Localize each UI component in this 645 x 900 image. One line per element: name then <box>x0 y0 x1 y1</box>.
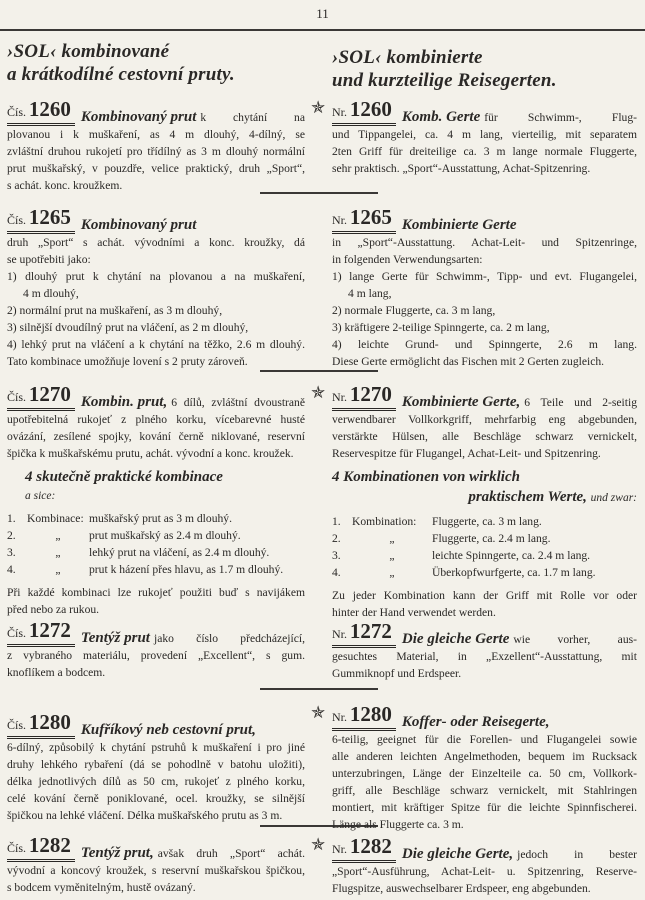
item-title: Die gleiche Gerte, <box>401 846 514 862</box>
combination-label: Kombinace: <box>27 512 84 525</box>
item-header <box>332 704 637 731</box>
combination-row <box>332 564 637 581</box>
item-text-line: Länge als Fluggerte ca. 3 m. <box>332 818 464 831</box>
item-lead-text: avšak druh „Sport“ achát. <box>157 847 305 860</box>
item-text-line: zvláštní druhou rukojetí pro třídílný as 3 m dlouhý normální <box>7 145 305 158</box>
right-title <box>332 46 637 92</box>
combination-label: „ <box>389 532 395 545</box>
item-text-line: 4) leichte Grund- und Spinngerte, 2.6 m lang. <box>332 338 637 351</box>
combination-row <box>332 530 637 547</box>
item-lead-text: jedoch in bester <box>517 848 637 861</box>
item-title: Kombinovaný prut <box>80 217 197 233</box>
combination-text: lehký prut na vláčení, as 2.4 m dlouhý. <box>89 546 270 559</box>
item-text-line: 3) silnější dvoudílný prut na vláčení, as 2 m dlouhý, <box>7 321 249 334</box>
combination-row <box>332 513 637 530</box>
item-text-line: Gummiknopf und Erdspeer. <box>332 667 462 680</box>
combination-text: leichte Spinngerte, ca. 2.4 m lang. <box>432 549 591 562</box>
item-text-line: alle anderen leichten Angelmethoden, bequem im Rucksack <box>332 750 637 763</box>
item-lead-text: 6 Teile und 2-seitig <box>524 396 637 409</box>
item-header <box>332 836 637 863</box>
combination-label: „ <box>55 529 61 542</box>
item-header <box>7 384 305 411</box>
item-number-value: 1280 <box>349 702 392 726</box>
combination-label: „ <box>55 546 61 559</box>
item-header <box>7 207 305 234</box>
combination-row <box>7 527 305 544</box>
item-number-prefix: Čís. <box>7 105 27 119</box>
item-lead-text: k chytání na <box>200 111 305 124</box>
item-text-line: verwendbarer Vollkorkgriff, mehrfarbig eng abgebunden, <box>332 413 637 426</box>
combination-note-line: Při každé kombinaci lze rukojeť použiti buď s navijákem <box>7 586 305 599</box>
item-header <box>7 712 305 739</box>
combination-row <box>332 547 637 564</box>
combination-label: „ <box>389 549 395 562</box>
item-number <box>332 99 396 126</box>
item-text-line: druhy lehkého rybaření (dá se pohodlně v batohu uložiti), <box>7 758 305 771</box>
item-header <box>7 835 305 862</box>
item-text-line: druh „Sport“ s achát. vývodními a konc. kroužky, dá <box>7 236 305 249</box>
combinations-sub: a sice: <box>25 490 56 502</box>
combinations-right <box>332 467 637 621</box>
combination-index: 2. <box>332 532 341 545</box>
item-text-line: Tato kombinace umožňuje lovení s 2 pruty zároveň. <box>7 355 248 368</box>
item-text-line: 4) lehký prut na vláčení a k chytání na těžko, 2.6 m dlouhý. <box>7 338 305 351</box>
item-number-value: 1280 <box>28 710 71 734</box>
combinations-sub: und zwar: <box>590 492 637 504</box>
combination-label: „ <box>389 566 395 579</box>
item-text-line: 4 m lang, <box>348 287 392 300</box>
item-text-line: s bodcem vyměnitelným, hustě ovázaný. <box>7 881 196 894</box>
combination-row <box>7 544 305 561</box>
item-title: Kombinovaný prut <box>80 109 197 125</box>
item-number-value: 1265 <box>28 205 71 229</box>
catalog-item <box>7 620 305 712</box>
item-text-line: Diese Gerte ermöglicht das Fischen mit 2 Gerten zugleich. <box>332 355 605 368</box>
item-text-line: sehr praktisch. „Sport“-Ausstattung, Achat-Spitzenring. <box>332 162 591 175</box>
item-number <box>7 835 75 862</box>
item-number <box>7 620 75 647</box>
catalog-item <box>7 384 305 467</box>
catalog-item <box>7 207 305 384</box>
item-text-line: 4 m dlouhý, <box>23 287 79 300</box>
catalog-item <box>311 382 637 467</box>
combination-index: 4. <box>332 566 341 579</box>
item-number-value: 1282 <box>349 834 392 858</box>
combination-index: 4. <box>7 563 16 576</box>
item-number-prefix: Nr. <box>332 105 347 119</box>
item-text-line: špička k muškařskému prutu, achát. vývodní a konc. kroužek. <box>7 447 294 460</box>
item-title: Koffer- oder Reisegerte, <box>401 714 550 730</box>
catalog-item <box>311 702 637 836</box>
left-title-line: ›SOL‹ kombinované <box>7 41 170 62</box>
combination-text: prut muškařský as 2.4 m dlouhý. <box>89 529 241 542</box>
item-text-line: ovázání, zesílené spojky, kování černě niklované, reservní <box>7 430 305 443</box>
item-text-line: prut muškařský, v pouzdře, velice praktický, druh „Sport“, <box>7 162 305 175</box>
combination-note-line: hinter der Hand verwendet werden. <box>332 606 496 619</box>
item-lead-text: jako číslo předcházející, <box>153 632 305 645</box>
item-text-line: upotřebitelná rukojeť z plného korku, vícebarevné husté <box>7 413 305 426</box>
catalog-item <box>7 835 305 896</box>
star-icon: ✯ <box>311 835 326 854</box>
item-header <box>332 621 637 648</box>
right-title-line: ›SOL‹ kombinierte <box>332 47 483 68</box>
item-number <box>7 384 75 411</box>
item-number-prefix: Čís. <box>7 213 27 227</box>
combination-index: 3. <box>332 549 341 562</box>
item-number-prefix: Nr. <box>332 710 347 724</box>
item-text-line: 1) lange Gerte für Schwimm-, Tipp- und evt. Flugangelei, <box>332 270 637 283</box>
item-number-prefix: Čís. <box>7 390 27 404</box>
item-text-line: verstärkte Hülsen, alle Beschläge schwarz vernickelt, <box>332 430 637 443</box>
combination-index: 1. <box>332 515 341 528</box>
item-number-value: 1272 <box>349 619 392 643</box>
item-header <box>332 207 637 234</box>
item-number <box>332 621 396 648</box>
item-text-line: „Sport“-Ausführung, Achat-Leit- u. Spitzenring, Reserve- <box>332 865 637 878</box>
item-text-line: 2ten Griff für dreiteilige ca. 3 m lange normale Fluggerte, <box>332 145 637 158</box>
catalog-item <box>332 621 637 704</box>
item-number-value: 1270 <box>349 382 392 406</box>
item-text-line: plovanou i k muškaření, as 4 m dlouhý, 4-dílný, se <box>7 128 305 141</box>
catalog-item <box>332 207 637 384</box>
item-text-line: in „Sport“-Ausstattung. Achat-Leit- und Spitzenringe, <box>332 236 637 249</box>
catalog-item <box>7 712 305 835</box>
item-number-value: 1270 <box>28 382 71 406</box>
item-title: Komb. Gerte <box>401 109 481 125</box>
combinations-left <box>7 467 305 620</box>
item-number-value: 1272 <box>28 618 71 642</box>
item-title: Kombin. prut, <box>80 394 168 410</box>
item-text-line: unterzubringen, Länge der Einzelteile ca. 50 cm, Vollkork- <box>332 767 637 780</box>
item-title: Kombinierte Gerte, <box>401 394 521 410</box>
item-number-prefix: Čís. <box>7 626 27 640</box>
item-header <box>332 384 637 411</box>
catalog-item <box>311 97 637 207</box>
item-title: Kombinierte Gerte <box>401 217 517 233</box>
item-text-line: 6-dílný, způsobilý k chytání pstruhů k muškaření i pro jiné <box>7 741 305 754</box>
item-text-line: griff, alle Beschläge schwarz vernickelt, mit Stahlringen <box>332 784 637 797</box>
item-number <box>7 712 75 739</box>
item-text-line: Flugspitze, auswechselbarer Erdspeer, eng abgebunden. <box>332 882 591 895</box>
catalog-item <box>311 834 637 897</box>
item-number <box>332 207 396 234</box>
item-text-line: 2) normální prut na muškaření, as 3 m dlouhý, <box>7 304 223 317</box>
catalog-item <box>7 99 305 207</box>
item-text-line: celé kování černě poniklované, ocel. kroužky, se silnější <box>7 792 305 805</box>
combination-index: 2. <box>7 529 16 542</box>
combinations-heading: 4 skutečně praktické kombinace <box>25 469 223 485</box>
item-number-prefix: Nr. <box>332 627 347 641</box>
star-icon: ✯ <box>311 98 326 117</box>
item-text-line: vývodní a koncový kroužek, s reservní muškařskou špičkou, <box>7 864 305 877</box>
item-number-value: 1260 <box>349 97 392 121</box>
combination-index: 3. <box>7 546 16 559</box>
item-text-line: délka jednotlivých dílů as 50 cm, rukojeť z plného korku, <box>7 775 305 788</box>
item-number-prefix: Čís. <box>7 718 27 732</box>
item-title: Die gleiche Gerte <box>401 631 510 647</box>
item-number <box>7 207 75 234</box>
item-number-prefix: Nr. <box>332 842 347 856</box>
combination-text: Überkopfwurfgerte, ca. 1.7 m lang. <box>432 566 596 579</box>
item-title: Tentýž prut, <box>80 845 154 861</box>
combinations-heading: 4 Kombinationen von wirklich <box>332 469 520 485</box>
item-number-value: 1260 <box>28 97 71 121</box>
item-lead-text: für Schwimm-, Flug- <box>484 111 637 124</box>
item-text-line: se upotřebiti jako: <box>7 253 91 266</box>
item-text-line: gesuchtes Material, in „Exzellent“-Ausstattung, mit <box>332 650 637 663</box>
combination-index: 1. <box>7 512 16 525</box>
item-text-line: 6-teilig, geeignet für die Forellen- und Flugangelei sowie <box>332 733 637 746</box>
item-text-line: knoflíkem a bodcem. <box>7 666 106 679</box>
item-number <box>332 836 396 863</box>
item-header <box>332 99 637 126</box>
combination-label: Kombination: <box>352 515 417 528</box>
combination-row <box>7 510 305 527</box>
item-number-value: 1282 <box>28 833 71 857</box>
star-icon: ✯ <box>311 703 326 722</box>
item-title: Kufříkový neb cestovní prut, <box>80 722 256 738</box>
item-header <box>7 99 305 126</box>
item-number-prefix: Čís. <box>7 841 27 855</box>
combination-text: prut k házení přes hlavu, as 1.7 m dlouhý. <box>89 563 284 576</box>
item-number <box>332 704 396 731</box>
item-text-line: špičkou na lehké vláčení. Délka muškařského prutu as 3 m. <box>7 809 283 822</box>
item-text-line: und Tippangelei, ca. 4 m lang, vierteilig, mit separatem <box>332 128 637 141</box>
item-text-line: 1) dlouhý prut k chytání na plovanou a na muškaření, <box>7 270 305 283</box>
star-icon: ✯ <box>311 383 326 402</box>
item-text-line: 3) kräftigere 2-teilige Spinngerte, ca. 2 m lang, <box>332 321 550 334</box>
item-number <box>332 384 396 411</box>
item-header <box>7 620 305 647</box>
combinations-heading-2: praktischem Werte, <box>468 489 587 505</box>
combination-note-line: Zu jeder Kombination kann der Griff mit Rolle vor oder <box>332 589 637 602</box>
item-lead-text: wie vorher, aus- <box>513 633 637 646</box>
page-number: 11 <box>316 6 329 21</box>
item-text-line: z vybraného materiálu, provedení „Excellent“, s gum. <box>7 649 305 662</box>
combination-note-line: před nebo za rukou. <box>7 603 100 616</box>
left-title <box>7 40 305 86</box>
top-rule <box>0 29 645 31</box>
item-text-line: s achát. konc. kroužkem. <box>7 179 123 192</box>
right-column <box>311 97 637 897</box>
combination-text: Fluggerte, ca. 2.4 m lang. <box>432 532 551 545</box>
item-text-line: in folgenden Verwendungsarten: <box>332 253 483 266</box>
combination-row <box>7 561 305 578</box>
item-text-line: Reservespitze für Flugangel, Achat-Leit- und Spitzenring. <box>332 447 601 460</box>
item-title: Tentýž prut <box>80 630 150 646</box>
combination-label: „ <box>55 563 61 576</box>
left-column <box>7 99 305 896</box>
item-text-line: montiert, mit kräftiger Spitze für die leichte Spinnfischerei. <box>332 801 637 814</box>
right-title-line: und kurzteilige Reisegerten. <box>332 70 557 91</box>
item-number-value: 1265 <box>349 205 392 229</box>
item-text-line: 2) normale Fluggerte, ca. 3 m lang, <box>332 304 496 317</box>
item-number-prefix: Nr. <box>332 213 347 227</box>
item-number <box>7 99 75 126</box>
combination-text: Fluggerte, ca. 3 m lang. <box>432 515 542 528</box>
combination-text: muškařský prut as 3 m dlouhý. <box>89 512 232 525</box>
left-title-line: a krátkodílné cestovní pruty. <box>7 64 235 85</box>
item-number-prefix: Nr. <box>332 390 347 404</box>
item-lead-text: 6 dílů, zvláštní dvoustraně <box>171 396 305 409</box>
